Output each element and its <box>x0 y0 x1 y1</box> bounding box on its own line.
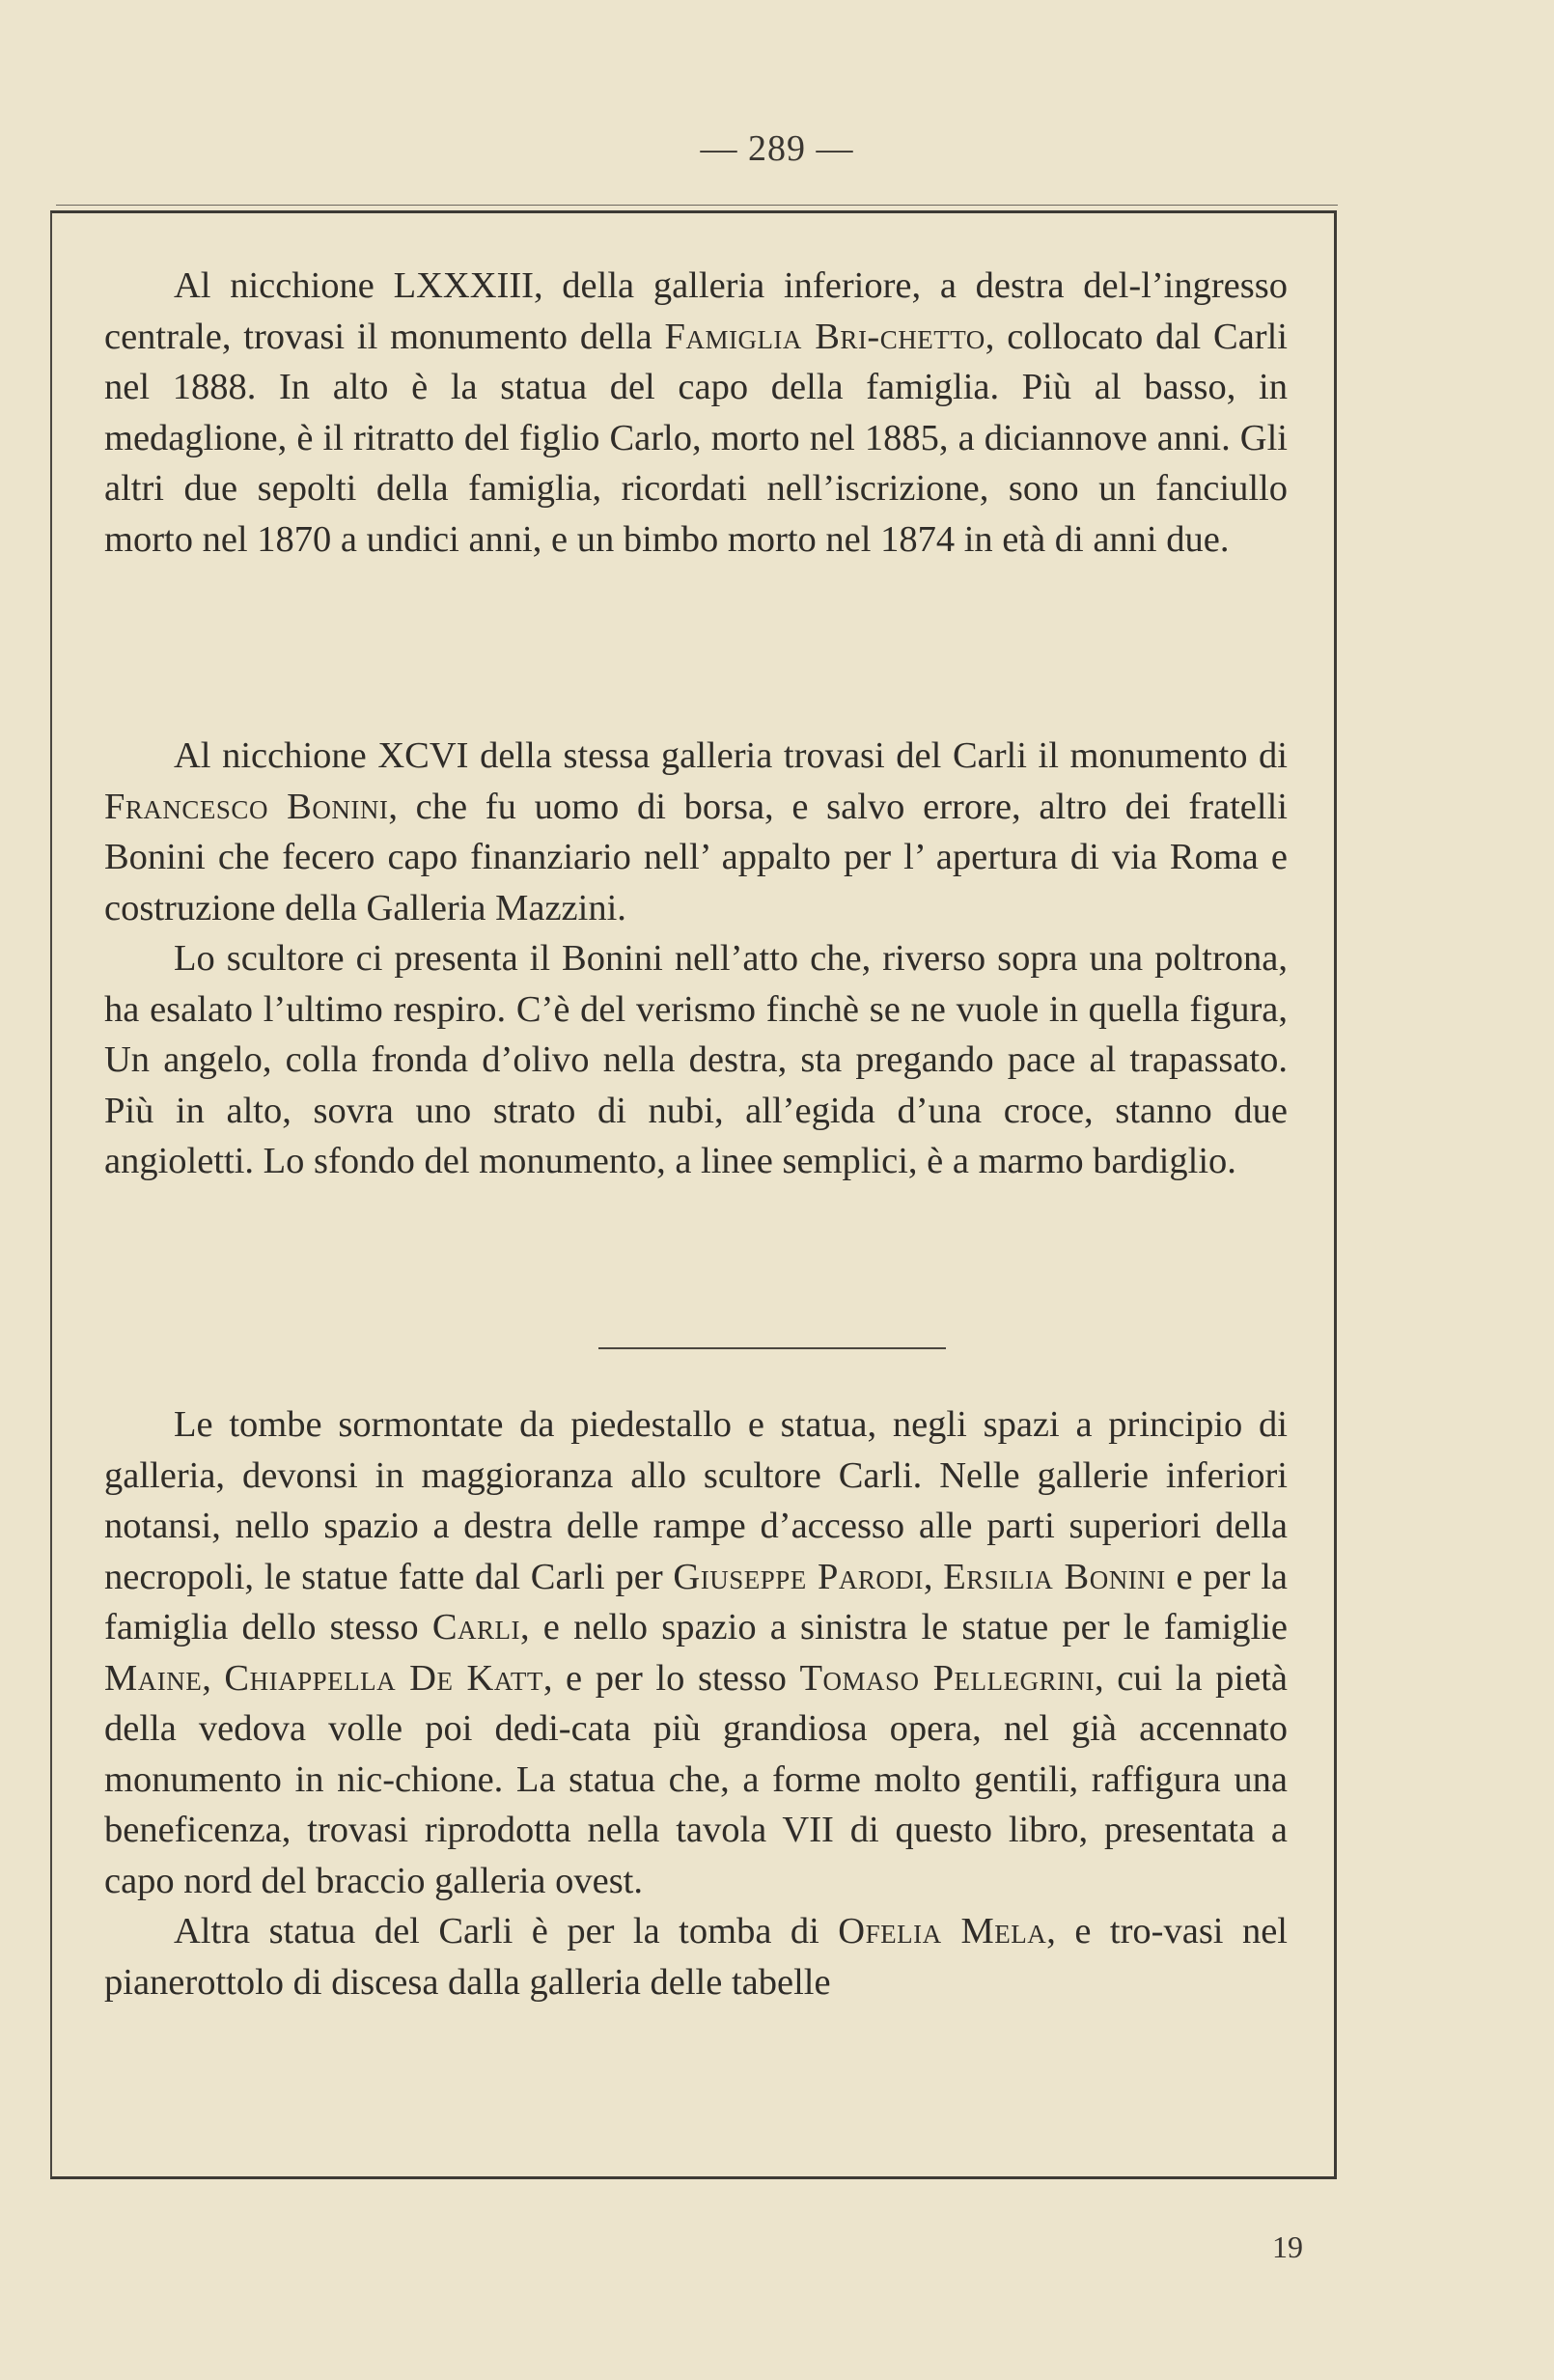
text-block-famiglia-brichetto <box>104 261 1288 565</box>
person-name: Giuseppe Parodi <box>673 1556 924 1597</box>
text-run: , collocato dal Carli nel 1888. In alto è la statua del capo della famiglia. Più al basso, in medaglione, è il ritratto del figlio Carlo, morto nel 1885, a diciannove anni. Gli altri due sepolti della famiglia, ricordati nell’iscrizione, sono un fanciullo morto nel 1870 a undici anni, e un bimbo morto nel 1874 in età di anni due. <box>104 316 1288 560</box>
paragraph <box>104 1399 1288 1906</box>
page-number: — 289 — <box>700 128 854 169</box>
paragraph: Lo scultore ci presenta il Bonini nell’atto che, riverso sopra una poltrona, ha esalato l’ultimo respiro. C’è del verismo finchè se ne vuole in quella figura, Un angelo, colla fronda d’olivo nella destra, sta pregando pace al trapassato. Più in alto, sovra uno strato di nubi, all’egida d’una croce, stanno due angioletti. Lo sfondo del monumento, a linee semplici, è a marmo bardiglio. <box>104 938 1288 1181</box>
person-name: Chiappella De Katt <box>224 1657 543 1699</box>
person-name: Famiglia Bri-chetto <box>664 316 985 357</box>
text-run: Al nicchione LXXXIII, della galleria inferiore, a destra del-l’ingresso centrale, trovasi il monumento della <box>104 265 1288 357</box>
section-divider <box>598 1347 946 1349</box>
text-run: , <box>202 1657 225 1699</box>
text-run: , che fu uomo di borsa, e salvo errore, altro dei fratelli Bonini che fecero capo finanziario nell’ appalto per l’ apertura di via Roma e costruzione della Galleria Mazzini. <box>104 786 1288 928</box>
person-name: Ersilia Bonini <box>943 1556 1166 1597</box>
text-run: , cui la pietà della vedova volle poi dedi-cata più grandiosa opera, nel già accennato monumento in nic-chione. La statua che, a forme molto gentili, raffigura una beneficenza, trovasi riprodotta nella tavola VII di questo libro, presentata a capo nord del braccio galleria ovest. <box>104 1657 1288 1901</box>
text-run: Altra statua del Carli è per la tomba di <box>174 1911 839 1951</box>
text-run: Al nicchione XCVI della stessa galleria trovasi del Carli il monumento di <box>174 735 1288 776</box>
person-name: Tomaso Pellegrini <box>799 1657 1095 1699</box>
text-run: e per la famiglia dello stesso <box>104 1556 1288 1647</box>
paragraph <box>104 1906 1288 2007</box>
person-name: Francesco Bonini <box>104 786 389 827</box>
text-run: , e tro-vasi nel pianerottolo di discesa dalla galleria delle tabelle <box>104 1911 1288 2003</box>
person-name: Ofelia Mela <box>838 1911 1047 1951</box>
sheet-number: 19 <box>1272 2229 1303 2264</box>
text-run: , <box>923 1556 944 1597</box>
text-block-tombe-statue <box>104 1399 1288 2007</box>
paragraph <box>104 731 1288 933</box>
person-name: Maine <box>104 1657 203 1699</box>
paragraph <box>104 261 1288 565</box>
text-block-francesco-bonini <box>104 731 1288 1187</box>
text-run: , e nello spazio a sinistra le statue per le famiglie <box>519 1607 1289 1647</box>
person-name: Carli <box>431 1607 520 1647</box>
text-run: , e per lo stesso <box>542 1657 800 1699</box>
text-run: Le tombe sormontate da piedestallo e statua, negli spazi a principio di galleria, devonsi in maggioranza allo scultore Carli. Nelle gallerie inferiori notansi, nello spazio a destra delle rampe d’accesso alle parti superiori della necropoli, le statue fatte dal Carli per <box>104 1404 1288 1597</box>
